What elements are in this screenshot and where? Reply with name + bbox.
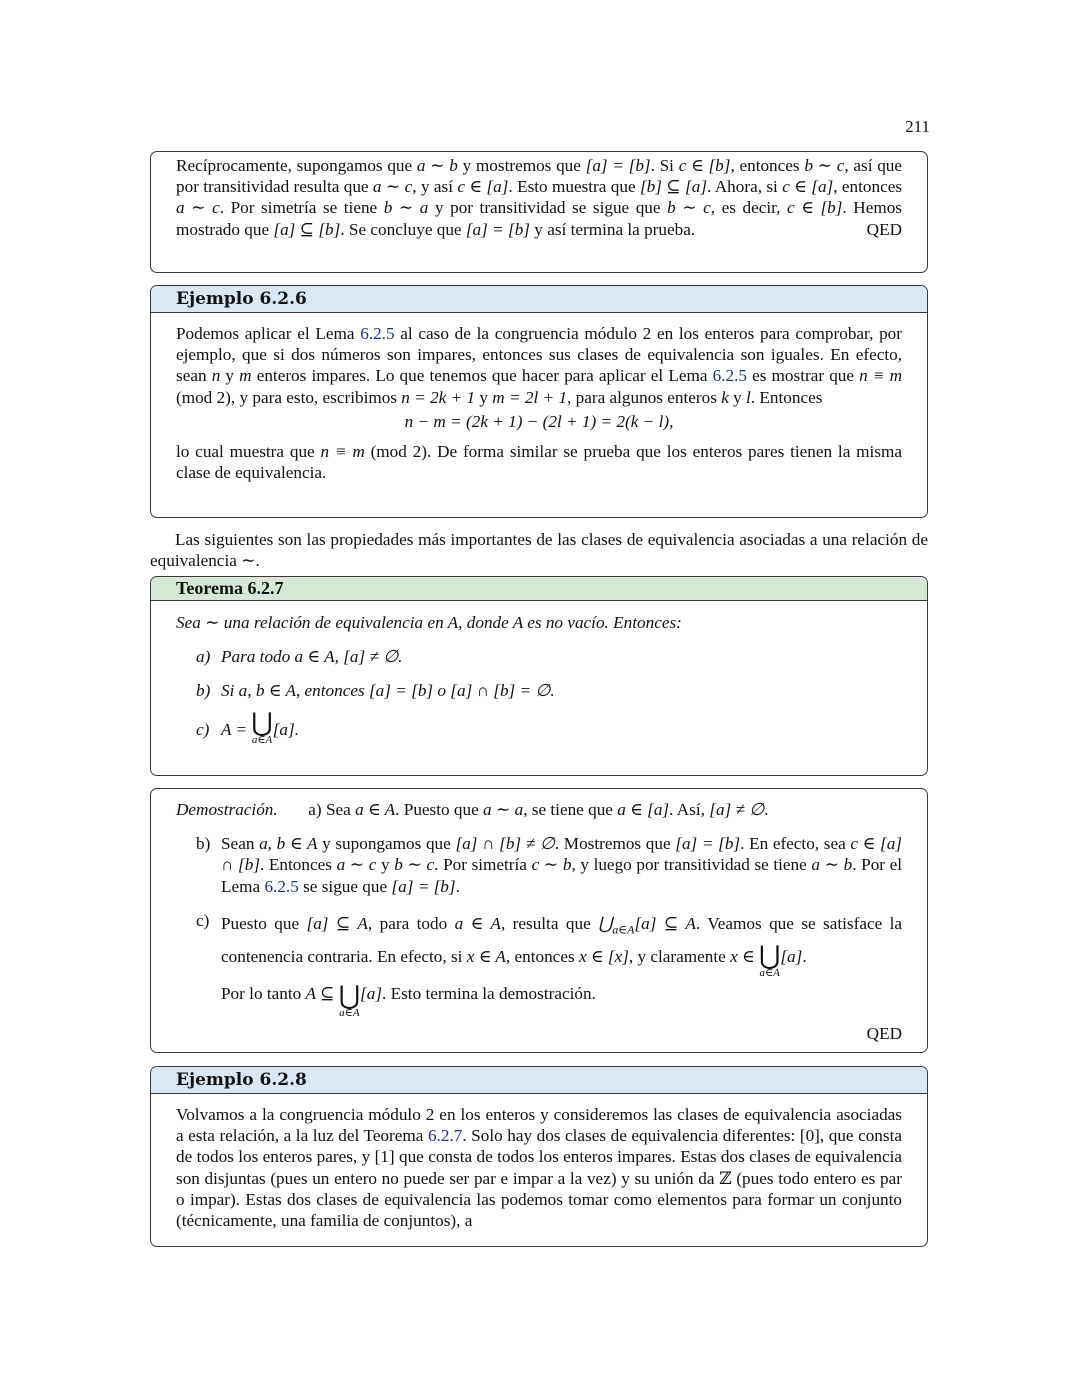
text-run: , entonces — [833, 177, 903, 197]
item-text — [221, 833, 902, 897]
math-run: A ⊆ — [305, 984, 339, 1004]
text-run: y — [220, 366, 240, 386]
example-title: Ejemplo 6.2.8 — [151, 1067, 927, 1094]
item-text: Para todo a ∈ A, [a] ≠ ∅. — [221, 647, 403, 667]
item-label: c) — [196, 910, 210, 930]
math-run: [a] = [b] — [391, 876, 456, 896]
qed-mark: QED — [866, 1024, 902, 1044]
text-run: y — [376, 855, 395, 875]
text-run: y — [475, 387, 493, 407]
text-run: Recíprocamente, supongamos que — [176, 156, 417, 175]
text-run: y supongamos que — [317, 834, 456, 854]
text-run: . Entonces — [260, 855, 337, 875]
text-run: y por transitividad se sigue que — [428, 198, 668, 218]
text-run: Las siguientes son las propiedades más importantes de las clases de equivalencia asociadas a una relación de equivalencia ∼. — [150, 530, 928, 571]
math-run: b ∼ c — [667, 198, 711, 218]
text-run: , para todo — [367, 913, 455, 933]
example-6-2-6 — [150, 285, 928, 518]
math-run: b ∼ a — [383, 198, 429, 218]
math-run: [a] = [b] — [585, 156, 651, 175]
big-union — [251, 707, 273, 746]
text-run: . Veamos que se satisface la contenencia contraria. En efecto, si — [221, 913, 903, 967]
math-run: n = 2k + 1 — [401, 387, 476, 407]
math-run: c ∈ [b] — [787, 198, 843, 218]
text-run: Sea — [325, 800, 356, 819]
math-run: a, b ∈ A — [259, 834, 318, 854]
text-run: . — [455, 876, 460, 896]
theorem-item-c — [196, 707, 902, 746]
proof-item-a — [176, 799, 902, 820]
item-label: a) — [196, 647, 211, 667]
math-run: a ∈ A — [355, 800, 396, 819]
text-run: , y claramente — [628, 947, 731, 967]
math-run: [a] — [360, 984, 383, 1004]
math-run: [a] ⊆ A — [634, 913, 696, 933]
math-run: x ∈ A — [466, 947, 506, 967]
text-run: y mostremos que — [457, 156, 586, 175]
text-run: , y luego por transitividad se tiene — [571, 855, 812, 875]
item-label: c) — [196, 719, 210, 739]
example-6-2-8 — [150, 1066, 928, 1247]
text-run: lo cual muestra que — [176, 442, 321, 462]
text-run: (mod 2), y para esto, escribimos — [176, 387, 402, 407]
math-run: ⋃ — [598, 913, 613, 933]
text-run: . Se concluye que — [340, 219, 466, 239]
intro-text — [150, 529, 928, 571]
theorem-statement: Sea ∼ una relación de equivalencia en A, donde A es no vacío. Entonces: — [176, 613, 682, 632]
text-run: Podemos aplicar el Lema — [176, 324, 361, 343]
text-run: Puesto que — [221, 913, 307, 933]
math-run: c ∈ [a] ∩ [b] — [221, 834, 902, 875]
proof-continuation-box — [150, 151, 928, 273]
text-run: Por lo tanto — [221, 984, 306, 1004]
math-run: a ∼ c — [372, 177, 413, 197]
math-run: a ∼ a — [483, 800, 524, 819]
math-run: n — [211, 366, 221, 386]
big-union — [338, 981, 361, 1020]
item-c-line1 — [221, 910, 902, 979]
text-run: . — [764, 800, 769, 819]
example-paragraph — [176, 323, 902, 408]
text-run: y así termina la prueba. — [530, 219, 696, 239]
text-run: , entonces — [730, 156, 805, 175]
theorem-6-2-7 — [150, 576, 928, 776]
theorem-item-b — [196, 680, 902, 701]
text-run: . Así, — [669, 800, 710, 819]
text-run: . Entonces — [750, 387, 823, 407]
text-run: . Por simetría — [434, 855, 532, 875]
text-run: . Por simetría se tiene — [219, 198, 384, 218]
text-run: (mod 2). De forma similar se prueba que los enteros pares tienen la misma clase de equivalencia. — [176, 442, 902, 483]
text-run: . Esto muestra que — [508, 177, 640, 197]
math-run: [a] = [b] — [675, 834, 741, 854]
union-subscript: a∈A — [759, 967, 780, 980]
math-run: c ∼ b — [531, 855, 572, 875]
math-run: [a] ∩ [b] ≠ ∅ — [455, 834, 555, 854]
math-run: [a] — [780, 947, 803, 967]
math-run: a ∼ b — [416, 156, 458, 175]
item-label: b) — [196, 681, 211, 701]
math-run: a ∈ [a] — [617, 800, 670, 819]
math-run: l — [746, 387, 751, 407]
math-run: k — [721, 387, 729, 407]
text-run: , es decir, — [710, 198, 788, 218]
proof-item-b — [196, 833, 902, 897]
text-run: . Solo hay dos clases de equivalencia diferentes: [0], que consta de todos los enteros pares, y [1] que consta de todos los enteros impares. Estas dos clases de equivalencia son disjuntas (pues un entero no puede ser par e impar a la vez) y su unión da ℤ (pues todo entero es par o impar). Estas dos clases de equivalencia las podemos tomar como elementos para formar un conjunto (técnicamente, una familia de conjuntos), a — [176, 1126, 902, 1231]
math-run: a ∼ c — [336, 855, 377, 875]
intro-paragraph — [150, 529, 928, 571]
math-run: c ∈ [b] — [678, 156, 731, 175]
math-run: n ≡ m — [320, 442, 365, 462]
text-run: . Esto termina la demostración. — [382, 984, 596, 1004]
math-run: b ∼ c — [804, 156, 845, 175]
math-run: [b] ⊆ [a] — [639, 177, 708, 197]
text-run: , resulta que — [500, 913, 599, 933]
item-text — [326, 800, 769, 819]
item-text — [221, 910, 902, 1019]
example-paragraph — [176, 1104, 902, 1231]
text-run: . Si — [650, 156, 679, 175]
qed-mark: QED — [866, 219, 902, 239]
example-paragraph — [176, 441, 902, 483]
item-text: Si a, b ∈ A, entonces [a] = [b] o [a] ∩ [b] = ∅. — [221, 681, 555, 701]
math-run: a ∼ c — [176, 198, 220, 218]
text-run: se sigue que — [298, 876, 392, 896]
page-number: 211 — [905, 117, 930, 136]
math-text: A = — [221, 719, 252, 739]
text-run: Sean — [221, 834, 260, 854]
math-run: a ∼ b — [811, 855, 853, 875]
math-run: [a] ⊆ A — [306, 913, 368, 933]
big-union-icon: ⋃ — [251, 707, 273, 737]
math-text: [a]. — [272, 719, 299, 739]
math-run: x ∈ — [730, 947, 760, 967]
item-label: b) — [196, 834, 211, 854]
cross-reference-link[interactable]: 6.2.5 — [360, 324, 395, 343]
text-run: enteros impares. Lo que tenemos que hacer para aplicar el Lema — [251, 366, 713, 386]
cross-reference-link[interactable]: 6.2.5 — [264, 876, 299, 896]
text-run: . En efecto, sea — [740, 834, 851, 854]
union-subscript: a∈A — [339, 1007, 360, 1020]
text-run: y — [728, 387, 747, 407]
text-run: . Mostremos que — [554, 834, 676, 854]
text-run: . Ahora, si — [707, 177, 783, 197]
text-run: es mostrar que — [746, 366, 860, 386]
big-union — [759, 941, 781, 980]
item-c-line2 — [221, 983, 902, 1019]
display-equation: n − m = (2k + 1) − (2l + 1) = 2(k − l), — [404, 411, 674, 431]
theorem-title: Teorema 6.2.7 — [151, 577, 927, 601]
text-run: , para algunos enteros — [567, 387, 722, 407]
text-run: , y así — [412, 177, 458, 197]
proof-item-c — [196, 910, 902, 1019]
math-run: b ∼ c — [394, 855, 435, 875]
proof-heading: Demostración. — [176, 800, 278, 819]
math-run: x ∈ [x] — [578, 947, 629, 967]
math-run: [a] = [b] — [465, 219, 530, 239]
text-run: Volvamos a la congruencia módulo 2 en los enteros y consideremos las clases de equivalencia asociadas a esta relación, a la luz del Teorema — [176, 1105, 902, 1146]
text-run: , entonces — [505, 947, 579, 967]
big-union-icon: ⋃ — [759, 941, 781, 971]
text-run: . Puesto que — [395, 800, 484, 819]
proof-6-2-7 — [150, 788, 928, 1053]
big-union-icon: ⋃ — [338, 981, 361, 1011]
math-run: [a] ≠ ∅ — [709, 800, 765, 819]
example-title: Ejemplo 6.2.6 — [151, 286, 927, 313]
cross-reference-link[interactable]: 6.2.5 — [712, 366, 747, 386]
text-run: al caso de la congruencia módulo 2 en los enteros para comprobar, por ejemplo, que si dos números son impares, entonces sus clases de equivalencia son iguales. En efecto, sean — [176, 324, 903, 386]
union-subscript: a∈A — [612, 922, 635, 937]
text-run: , se tiene que — [523, 800, 618, 819]
math-run: c ∈ [a] — [457, 177, 509, 197]
item-text — [221, 707, 902, 746]
text-run: . Hemos mostrado que — [176, 198, 902, 239]
math-run: a ∈ A — [454, 913, 501, 933]
text-run: , así que por transitividad resulta que — [176, 156, 903, 197]
union-subscript: a∈A — [251, 733, 273, 746]
cross-reference-link[interactable]: 6.2.7 — [427, 1126, 463, 1146]
text-run: . Por el Lema — [221, 855, 903, 896]
text-run: . — [802, 947, 807, 967]
theorem-item-a — [196, 646, 902, 667]
math-run: c ∈ [a] — [782, 177, 834, 197]
math-run: m = 2l + 1 — [492, 387, 568, 407]
math-run: m — [239, 366, 252, 386]
math-run: [a] ⊆ [b] — [273, 219, 341, 239]
math-run: n ≡ m — [859, 366, 903, 386]
item-label: a) — [308, 800, 322, 819]
